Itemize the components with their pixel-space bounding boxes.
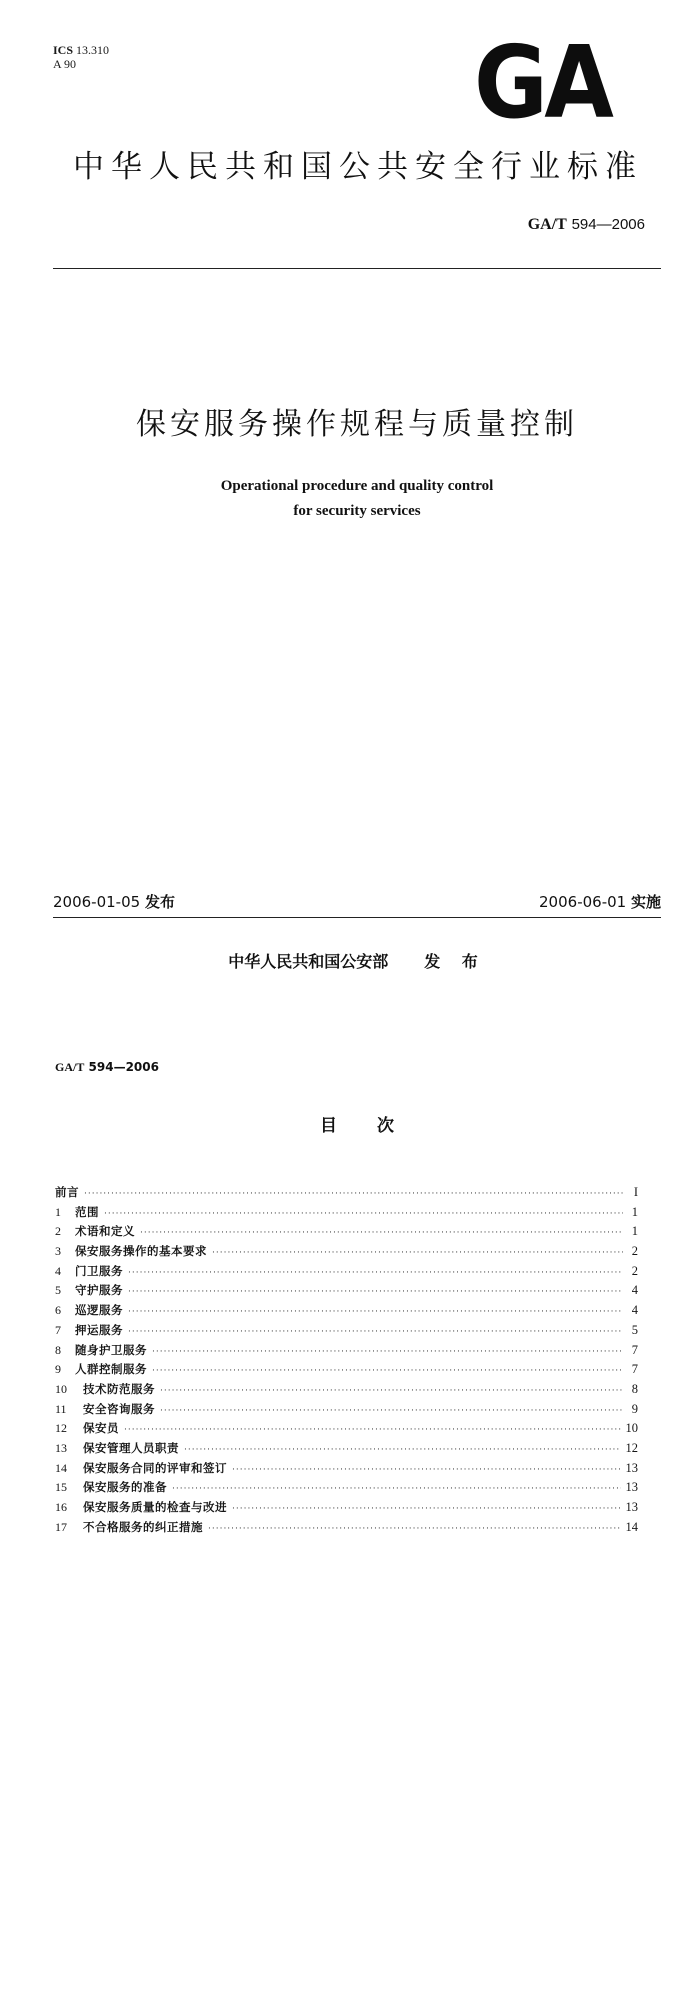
- toc-entry[interactable]: 7 押运服务 ····· 5: [55, 1321, 638, 1341]
- dot-leader: [152, 1343, 623, 1363]
- page-header-code: GA/T 594—2006: [55, 1060, 159, 1074]
- toc-entry[interactable]: 12 保安员 ····· 10: [55, 1419, 638, 1439]
- class-code: A 90: [53, 57, 77, 71]
- main-title-en-line2: for security services: [293, 503, 421, 519]
- standard-category-title: 中华人民共和国公共安全行业标准: [73, 149, 643, 185]
- dot-leader: [84, 1185, 623, 1205]
- dot-leader: [208, 1520, 621, 1540]
- issuer-action: 发 布: [424, 952, 486, 971]
- dot-leader: [184, 1441, 621, 1461]
- dot-leader: [104, 1205, 623, 1225]
- dot-leader: [128, 1283, 623, 1303]
- dot-leader: [232, 1461, 621, 1481]
- dot-leader: [160, 1402, 623, 1422]
- header-divider: [53, 268, 661, 269]
- ics-code: ICS 13.310: [53, 43, 110, 57]
- toc-entry[interactable]: 13 保安管理人员职责 ····· 12: [55, 1439, 638, 1459]
- toc-entry[interactable]: 14 保安服务合同的评审和签订 ····· 13: [55, 1459, 638, 1479]
- main-title-en: [53, 474, 661, 524]
- toc-entry[interactable]: 10 技术防范服务 ····· 8: [55, 1380, 638, 1400]
- main-title-en-line1: Operational procedure and quality control: [220, 478, 494, 494]
- dot-leader: [128, 1303, 623, 1323]
- dot-leader: [140, 1224, 623, 1244]
- main-title-cn: 保安服务操作规程与质量控制: [136, 407, 578, 442]
- toc-entry[interactable]: 6 巡逻服务 ····· 4: [55, 1301, 638, 1321]
- toc-entry[interactable]: 17 不合格服务的纠正措施 ····· 14: [55, 1518, 638, 1538]
- toc-entry[interactable]: 16 保安服务质量的检查与改进 ····· 13: [55, 1498, 638, 1518]
- dot-leader: [152, 1362, 623, 1382]
- toc-entry[interactable]: 3 保安服务操作的基本要求 ····· 2: [55, 1242, 638, 1262]
- classification-codes: [53, 43, 109, 71]
- toc-entry[interactable]: 11 安全咨询服务 ····· 9: [55, 1400, 638, 1420]
- dot-leader: [212, 1244, 623, 1264]
- dot-leader: [232, 1500, 621, 1520]
- toc-entry[interactable]: 15 保安服务的准备 ····· 13: [55, 1478, 638, 1498]
- dot-leader: [128, 1264, 623, 1284]
- dot-leader: [128, 1323, 623, 1343]
- table-of-contents: [55, 1183, 638, 1537]
- toc-entry[interactable]: 1 范围 ····· 1: [55, 1203, 638, 1223]
- toc-entry[interactable]: 2 术语和定义 ····· 1: [55, 1222, 638, 1242]
- dot-leader: [172, 1480, 621, 1500]
- toc-entry[interactable]: 8 随身护卫服务 ····· 7: [55, 1341, 638, 1361]
- issuer-line: [53, 950, 661, 974]
- toc-entry[interactable]: 5 守护服务 ····· 4: [55, 1281, 638, 1301]
- issue-date: 2006-01-05 发布: [53, 893, 175, 911]
- toc-entry[interactable]: 前言 ····· I: [55, 1183, 638, 1203]
- document-code: GA/T 594—2006: [527, 216, 645, 233]
- toc-heading: 目次: [320, 1116, 434, 1136]
- date-divider: [53, 917, 661, 918]
- toc-entry[interactable]: 4 门卫服务 ····· 2: [55, 1262, 638, 1282]
- dot-leader: [124, 1421, 621, 1441]
- issuer-name: 中华人民共和国公安部: [228, 952, 389, 971]
- effective-date: 2006-06-01 实施: [539, 893, 661, 911]
- toc-entry[interactable]: 9 人群控制服务 ····· 7: [55, 1360, 638, 1380]
- dot-leader: [160, 1382, 623, 1402]
- ga-logo: GA: [474, 24, 611, 141]
